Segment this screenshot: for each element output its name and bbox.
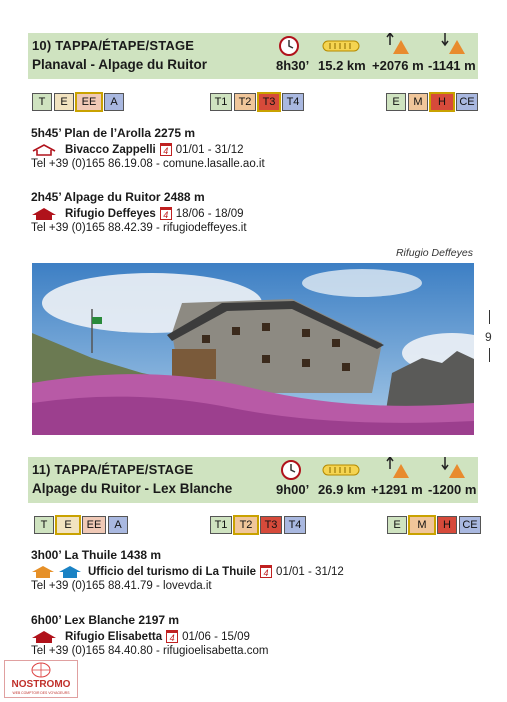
stage-time: 9h00’ <box>276 482 310 497</box>
chip-t4: T4 <box>282 93 304 111</box>
tech-chips <box>210 516 308 534</box>
stop-heading: 6h00’ Lex Blanche 2197 m <box>31 613 180 627</box>
chip-a: A <box>108 516 128 534</box>
stop-dates: 01/06 - 15/09 <box>182 630 250 643</box>
stage-route: Planaval - Alpage du Ruitor <box>32 57 208 72</box>
globe-logo-icon <box>5 661 77 697</box>
stop-entry <box>31 126 265 170</box>
stage-descent: -1200 m <box>428 482 477 497</box>
calendar-icon: 4 <box>160 143 172 156</box>
mountain-hut-icon <box>31 208 57 220</box>
chip-e: E <box>54 93 74 111</box>
calendar-icon: 4 <box>260 565 272 578</box>
stage-descent: -1141 m <box>428 58 476 73</box>
refuge-photo-illustration <box>32 263 474 435</box>
stage-ascent: +2076 m <box>372 58 424 73</box>
descent-icon <box>441 33 467 55</box>
chip-t2: T2 <box>234 93 256 111</box>
page-number: 9 <box>485 330 492 344</box>
tech-chips <box>210 93 306 111</box>
tourist-office-blue-icon <box>58 566 82 578</box>
chip-t: T <box>32 93 52 111</box>
tourist-office-orange-icon <box>31 566 55 578</box>
mountain-hut-icon <box>31 631 57 643</box>
stop-dates: 18/06 - 18/09 <box>175 207 244 220</box>
stop-dates: 01/01 - 31/12 <box>175 143 244 156</box>
clock-icon <box>280 459 302 481</box>
logo-tagline: WEB COMPTOIR DES VOYAGEURS <box>12 691 70 695</box>
effort-chips <box>387 516 483 534</box>
chip-m-selected: M <box>409 516 435 534</box>
page-rule-top <box>489 310 490 324</box>
chip-e-selected: E <box>56 516 80 534</box>
stage-distance: 15.2 km <box>318 58 366 73</box>
stop-name: Rifugio Deffeyes <box>65 207 156 220</box>
stage-time: 8h30’ <box>276 58 310 73</box>
chip-t3: T3 <box>260 516 282 534</box>
stop-contact: Tel +39 (0)165 86.19.08 - comune.lasalle.ao.it <box>31 158 265 170</box>
stage-distance: 26.9 km <box>318 482 366 497</box>
chip-h-selected: H <box>430 93 454 111</box>
page-rule-bottom <box>489 348 490 362</box>
refuge-photo <box>32 263 474 435</box>
calendar-icon: 4 <box>166 630 178 643</box>
stop-heading: 5h45’ Plan de l’Arolla 2275 m <box>31 126 196 140</box>
chip-t3-selected: T3 <box>258 93 280 111</box>
stop-entry <box>31 613 269 657</box>
stop-contact: Tel +39 (0)165 88.41.79 - lovevda.it <box>31 580 212 592</box>
chip-t1: T1 <box>210 516 232 534</box>
stop-entry <box>31 548 344 592</box>
chip-h: H <box>437 516 457 534</box>
grade-chips <box>34 516 130 534</box>
stop-name: Bivacco Zappelli <box>65 143 156 156</box>
stage-title: 11) TAPPA/ÉTAPE/STAGE <box>32 462 194 477</box>
chip-t2-selected: T2 <box>234 516 258 534</box>
chip-e-effort: E <box>386 93 406 111</box>
bivouac-hut-outline-icon <box>31 144 57 156</box>
stop-contact: Tel +39 (0)165 88.42.39 - rifugiodeffeyes.it <box>31 222 247 234</box>
distance-ruler-icon <box>322 464 360 476</box>
chip-t1: T1 <box>210 93 232 111</box>
distance-ruler-icon <box>322 40 360 52</box>
clock-icon <box>278 35 300 57</box>
photo-caption: Rifugio Deffeyes <box>395 247 473 259</box>
stop-entry <box>31 190 247 234</box>
chip-t: T <box>34 516 54 534</box>
chip-ee: EE <box>82 516 106 534</box>
ascent-icon <box>386 33 410 55</box>
chip-a: A <box>104 93 124 111</box>
chip-ee-selected: EE <box>76 93 102 111</box>
stage-title: 10) TAPPA/ÉTAPE/STAGE <box>32 38 195 53</box>
stop-name: Ufficio del turismo di La Thuile <box>88 565 257 578</box>
chip-ce: CE <box>459 516 481 534</box>
descent-icon <box>441 457 467 479</box>
chip-e-effort: E <box>387 516 407 534</box>
stop-contact: Tel +39 (0)165 84.40.80 - rifugioelisabetta.com <box>31 645 269 657</box>
logo-wordmark: NOSTROMO <box>11 679 71 690</box>
stop-heading: 2h45’ Alpage du Ruitor 2488 m <box>31 190 205 204</box>
effort-chips <box>386 93 480 111</box>
stop-heading: 3h00’ La Thuile 1438 m <box>31 548 162 562</box>
stop-name: Rifugio Elisabetta <box>65 630 163 643</box>
grade-chips <box>32 93 126 111</box>
stage-ascent: +1291 m <box>371 482 423 497</box>
calendar-icon: 4 <box>160 207 172 220</box>
nostromo-logo <box>4 660 78 698</box>
chip-t4: T4 <box>284 516 306 534</box>
stop-dates: 01/01 - 31/12 <box>276 565 344 578</box>
chip-m: M <box>408 93 428 111</box>
stage-route: Alpage du Ruitor - Lex Blanche <box>32 481 233 496</box>
chip-ce: CE <box>456 93 478 111</box>
ascent-icon <box>386 457 410 479</box>
